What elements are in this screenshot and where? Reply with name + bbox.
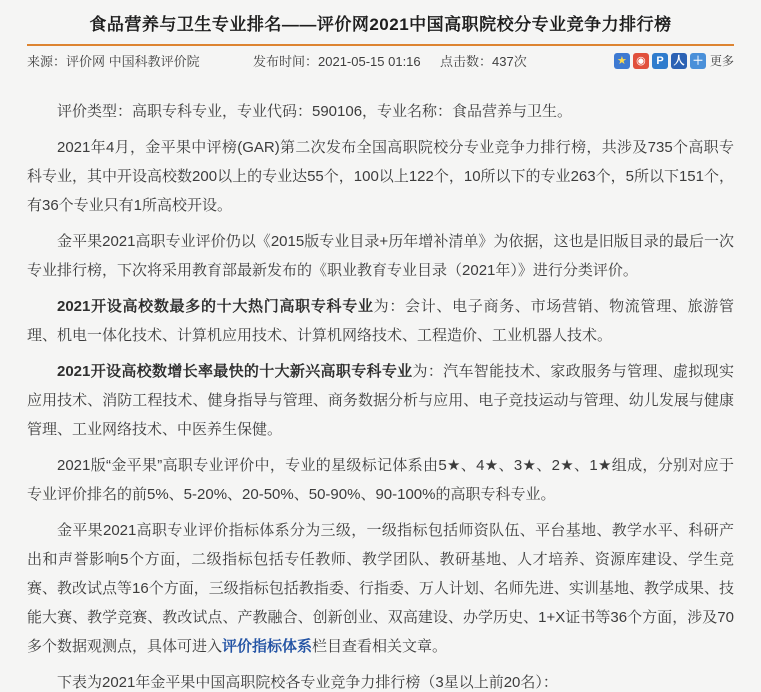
weibo-share-icon[interactable]: ◉ — [633, 53, 649, 69]
body-text: 金平果2021高职专业评价指标体系分为三级，一级指标包括师资队伍、平台基地、教学水平、科研产出和声誉影响5个方面，二级指标包括专任教师、教学团队、教研基地、人才培养、资源库建设、学生竞赛、教改试点等16个方面，三级指标包括教指委、行指委、万人计划、名师先进、实训基地、教学成果、技能大赛、教学竞赛、教改试点、产教融合、创新创业、双高建设、办学历史、1+X证书等36个方面，涉及70多个数据观测点，具体可进入 — [27, 522, 734, 655]
article-body — [27, 97, 734, 692]
body-text: 评价类型：高职专科专业，专业代码：590106，专业名称：食品营养与卫生。 — [57, 103, 573, 120]
body-text: 2021年4月，金平果中评榜(GAR)第二次发布全国高职院校分专业竞争力排行榜，共涉及735个高职专科专业，其中开设高校数200以上的专业达55个，100以上122个，10所以下的专业263个，5所以下151个，有36个专业只有1所高校开设。 — [27, 139, 734, 214]
indicator-system-link[interactable]: 评价指标体系 — [222, 638, 313, 655]
body-text: 栏目查看相关文章。 — [312, 638, 448, 655]
renren-share-icon[interactable]: 人 — [671, 53, 687, 69]
bold-text: 2021开设高校数增长率最快的十大新兴高职专科专业 — [57, 363, 413, 380]
paragraph — [27, 97, 734, 126]
source-label: 来源：评价网 中国科教评价院 — [27, 54, 200, 69]
publish-time-label: 发布时间：2021-05-15 01:16 — [253, 54, 421, 69]
paragraph — [27, 516, 734, 661]
paragraph — [27, 292, 734, 350]
paragraph — [27, 133, 734, 220]
paragraph — [27, 668, 734, 692]
paragraph — [27, 451, 734, 509]
share-icons — [611, 52, 706, 69]
more-share-icon[interactable]: ＋ — [690, 53, 706, 69]
more-share-link[interactable]: 更多 — [709, 54, 734, 68]
body-text: 为：会计、电子商务、市场营销、物流管理、旅游管理、机电一体化技术、计算机应用技术、计算机网络技术、工程造价、工业机器人技术。 — [27, 298, 734, 344]
article-meta-bar — [27, 46, 734, 74]
qzone-share-icon[interactable]: ★ — [614, 53, 630, 69]
body-text: 金平果2021高职专业评价仍以《2015版专业目录+历年增补清单》为依据，这也是旧版目录的最后一次专业排行榜，下次将采用教育部最新发布的《职业教育专业目录（2021年）》进行分类评价。 — [27, 233, 734, 279]
body-text: 为：汽车智能技术、家政服务与管理、虚拟现实应用技术、消防工程技术、健身指导与管理、商务数据分析与应用、电子竞技运动与管理、幼儿发展与健康管理、工业网络技术、中医养生保健。 — [27, 363, 734, 438]
bold-text: 2021开设高校数最多的十大热门高职专科专业 — [57, 298, 374, 315]
body-text: 2021版“金平果”高职专业评价中，专业的星级标记体系由5★、4★、3★、2★、1★组成，分别对应于专业评价排名的前5%、5-20%、20-50%、50-90%、90-100%的高职专科专业。 — [27, 457, 734, 503]
share-toolbar — [611, 52, 734, 69]
page-title: 食品营养与卫生专业排名——评价网2021中国高职院校分专业竞争力排行榜 — [89, 15, 672, 34]
body-text: 下表为2021年金平果中国高职院校各专业竞争力排行榜（3星以上前20名）： — [57, 674, 558, 691]
paragraph — [27, 227, 734, 285]
tencent-weibo-share-icon[interactable]: P — [652, 53, 668, 69]
hit-count-label: 点击数：437次 — [440, 54, 527, 69]
paragraph — [27, 357, 734, 444]
